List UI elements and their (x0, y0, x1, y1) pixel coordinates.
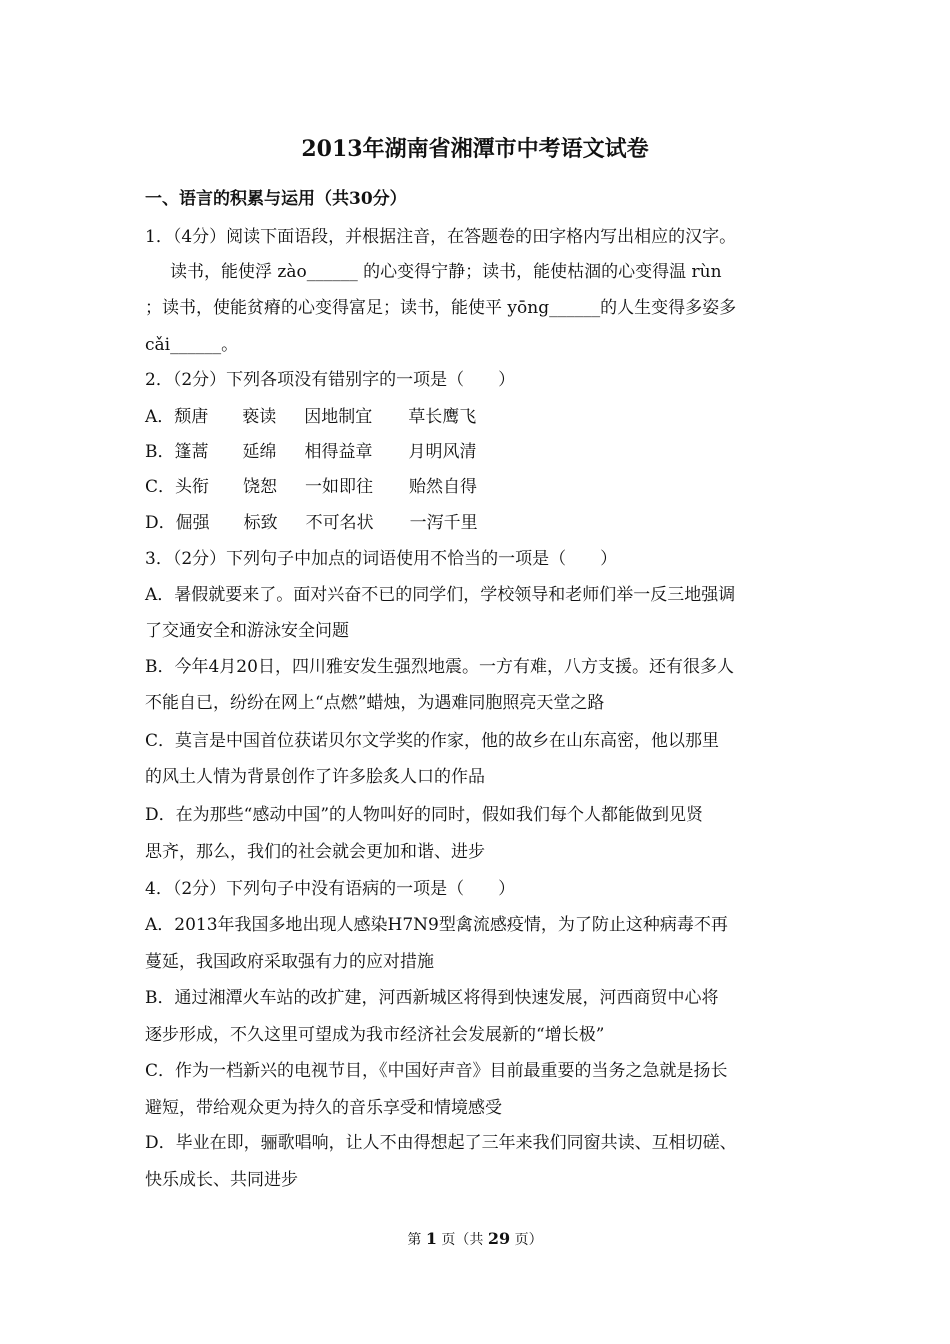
q2-stem: 2．（2分）下列各项没有错别字的一项是（ ） (145, 370, 516, 390)
q2-option-d (145, 509, 478, 537)
option-word: 篷蒿 (174, 442, 209, 462)
q4-option-b-line-2: 逐步形成，不久这里可望成为我市经济社会发展新的“增长极” (145, 1025, 605, 1045)
q3-option-b-line-1: B．今年4月20日，四川雅安发生强烈地震。一方有难，八方支援。还有很多人 (145, 657, 734, 677)
q4-option-b-line-1: B．通过湘潭火车站的改扩建，河西新城区将得到快速发展，河西商贸中心将 (145, 988, 719, 1008)
option-word: 头衔 (175, 477, 210, 497)
option-word: 不可名状 (305, 513, 374, 533)
q4-option-d-line-2: 快乐成长、共同进步 (145, 1170, 298, 1190)
q1-line-3: cǎi______。 (145, 335, 239, 355)
option-word: 相得益章 (304, 442, 373, 462)
q1-stem: 1．（4分）阅读下面语段，并根据注音，在答题卷的田字格内写出相应的汉字。 (145, 227, 737, 247)
footer-middle: 页（共 (436, 1232, 488, 1248)
page-number: 1 (425, 1229, 437, 1248)
q4-option-d-line-1: D．毕业在即，骊歌唱响，让人不由得想起了三年来我们同窗共读、互相切磋、 (145, 1133, 737, 1153)
q4-option-a-line-2: 蔓延，我国政府采取强有力的应对措施 (145, 952, 434, 972)
option-word: 一如即往 (305, 477, 374, 497)
q3-option-c-line-1: C．莫言是中国首位获诺贝尔文学奖的作家，他的故乡在山东高密，他以那里 (145, 731, 720, 751)
option-word: 一泻千里 (409, 513, 478, 533)
option-label: A． (145, 407, 175, 427)
option-word: 草长鹰飞 (408, 407, 477, 427)
option-word: 饶恕 (243, 477, 278, 497)
option-word: 延绵 (242, 442, 277, 462)
section-heading: 一、语言的积累与运用（共30分） (145, 189, 407, 209)
q1-line-2: ；读书，使能贫瘠的心变得富足；读书，能使平 yōng______的人生变得多姿多 (145, 298, 737, 318)
q1-line-1: 读书，能使浮 zào______ 的心变得宁静；读书，能使枯涸的心变得温 rùn (170, 262, 722, 282)
q4-stem: 4．（2分）下列句子中没有语病的一项是（ ） (145, 879, 516, 899)
footer-prefix: 第 (407, 1232, 426, 1248)
q2-option-b (145, 438, 477, 466)
option-word: 贻然自得 (409, 477, 478, 497)
option-label: B． (145, 442, 175, 462)
option-label: C． (145, 477, 176, 497)
q3-option-c-line-2: 的风土人情为背景创作了许多脍炙人口的作品 (145, 767, 485, 787)
q2-option-a (145, 403, 476, 431)
option-word: 月明风清 (408, 442, 477, 462)
q3-stem: 3．（2分）下列句子中加点的词语使用不恰当的一项是（ ） (145, 549, 618, 569)
q3-option-b-line-2: 不能自已，纷纷在网上“点燃”蜡烛，为遇难同胞照亮天堂之路 (145, 693, 605, 713)
page-total: 29 (487, 1229, 511, 1248)
option-word: 因地制宜 (304, 407, 373, 427)
option-word: 亵读 (242, 407, 277, 427)
page-footer (0, 1228, 950, 1251)
exam-title: 2013年湖南省湘潭市中考语文试卷 (301, 136, 649, 162)
q3-option-a-line-2: 了交通安全和游泳安全问题 (145, 621, 349, 641)
option-word: 颓唐 (174, 407, 209, 427)
q4-option-a-line-1: A．2013年我国多地出现人感染H7N9型禽流感疫情，为了防止这种病毒不再 (145, 915, 728, 935)
option-label: D． (145, 513, 176, 533)
q3-option-a-line-1: A．暑假就要来了。面对兴奋不已的同学们，学校领导和老师们举一反三地强调 (145, 585, 736, 605)
q3-option-d-line-2: 思齐，那么，我们的社会就会更加和谐、进步 (145, 842, 485, 862)
option-word: 标致 (243, 513, 278, 533)
option-word: 倔强 (175, 513, 210, 533)
q4-option-c-line-1: C．作为一档新兴的电视节目，《中国好声音》目前最重要的当务之急就是扬长 (145, 1061, 728, 1081)
q2-option-c (145, 473, 477, 501)
q3-option-d-line-1: D．在为那些“感动中国”的人物叫好的同时，假如我们每个人都能做到见贤 (145, 805, 704, 825)
footer-suffix: 页） (510, 1232, 543, 1248)
q4-option-c-line-2: 避短，带给观众更为持久的音乐享受和情境感受 (145, 1098, 502, 1118)
